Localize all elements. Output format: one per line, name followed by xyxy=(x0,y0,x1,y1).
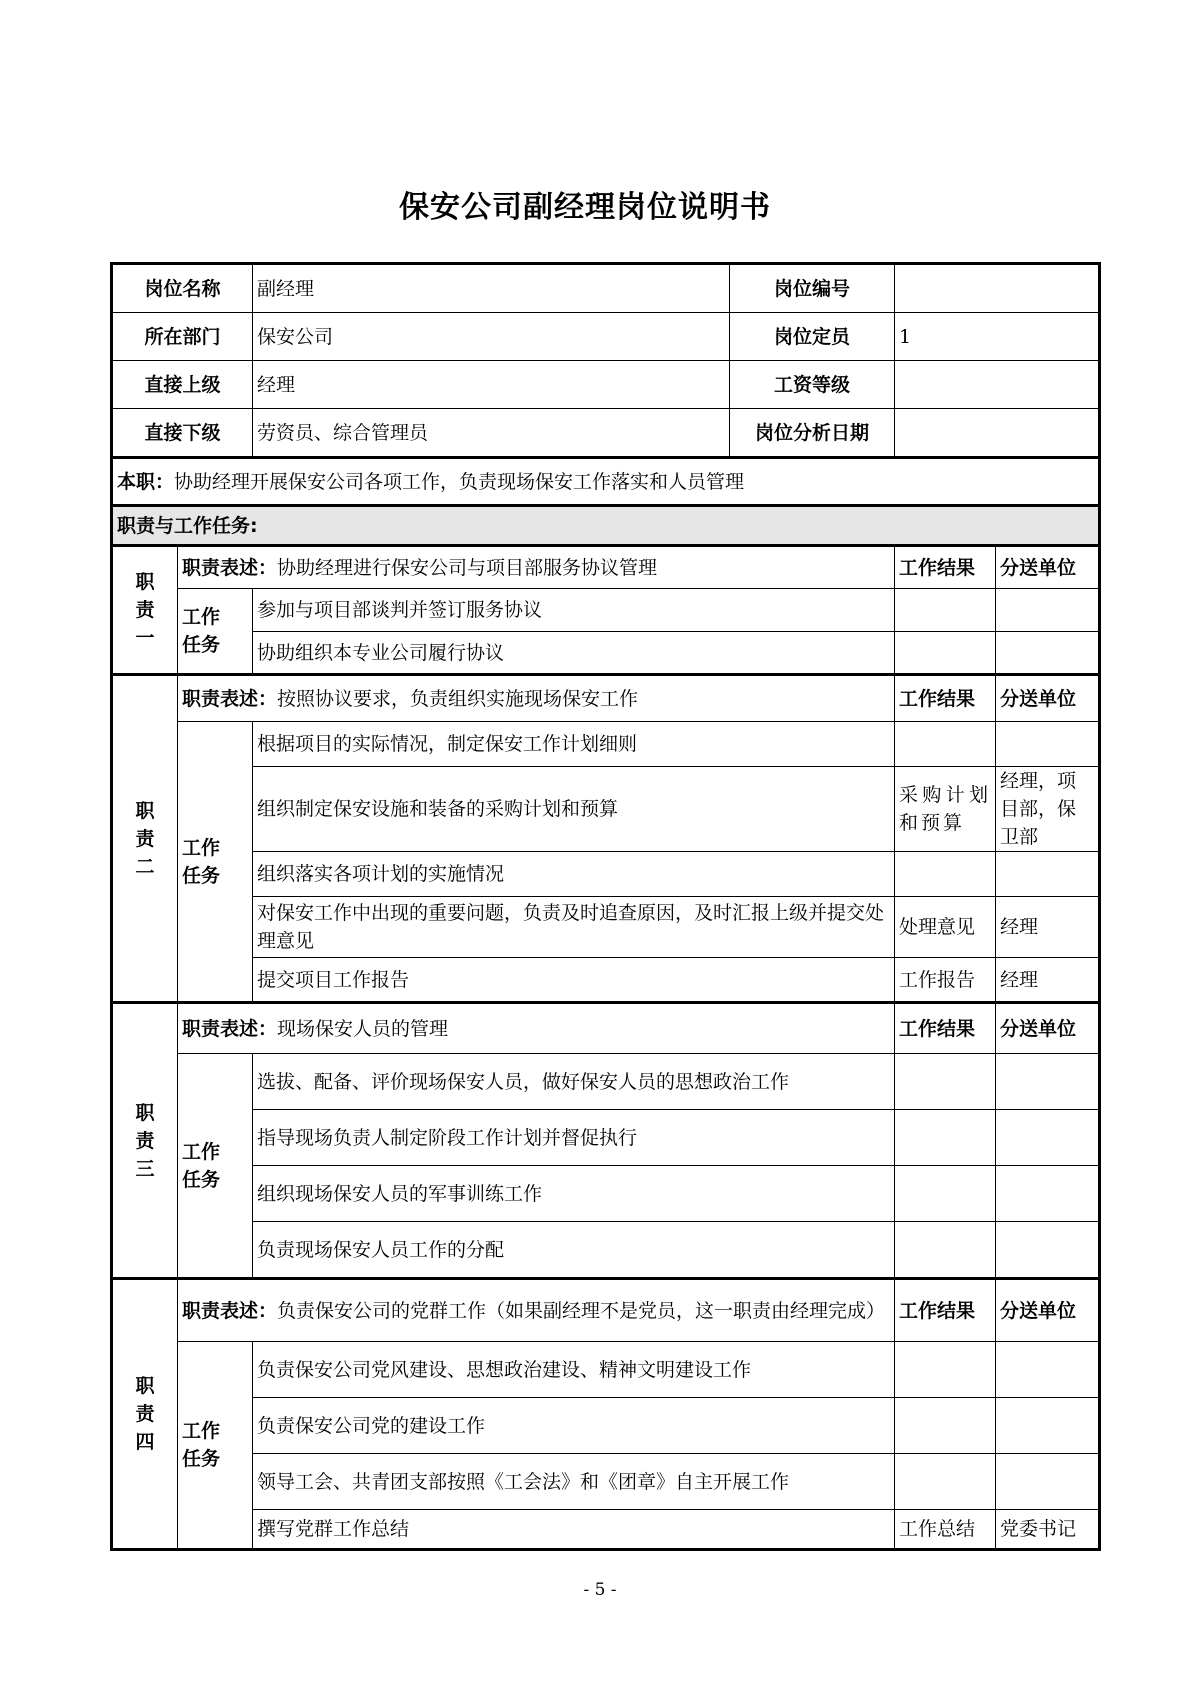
header-row-department xyxy=(112,313,1100,361)
task-row xyxy=(112,852,1100,897)
task-row xyxy=(112,1342,1100,1398)
task-row xyxy=(112,1054,1100,1110)
task-result: 工作报告 xyxy=(895,958,996,1003)
task-dist: 经理 xyxy=(996,897,1100,958)
task-row xyxy=(112,1454,1100,1510)
task-text: 根据项目的实际情况，制定保安工作计划细则 xyxy=(253,722,895,767)
header-label: 所在部门 xyxy=(112,313,253,361)
task-result xyxy=(895,1054,996,1110)
task-text: 组织现场保安人员的军事训练工作 xyxy=(253,1166,895,1222)
dist-header: 分送单位 xyxy=(996,1003,1100,1054)
duty-3-desc-row xyxy=(112,1003,1100,1054)
duty-1-desc-row xyxy=(112,546,1100,589)
task-text: 负责现场保安人员工作的分配 xyxy=(253,1222,895,1279)
task-result: 工作总结 xyxy=(895,1510,996,1550)
job-description-table xyxy=(110,262,1101,1551)
task-row xyxy=(112,1398,1100,1454)
task-dist xyxy=(996,1398,1100,1454)
task-result xyxy=(895,852,996,897)
task-row xyxy=(112,958,1100,1003)
page-number: - 5 - xyxy=(583,1580,617,1600)
task-dist xyxy=(996,632,1100,675)
header-value: 劳资员、综合管理员 xyxy=(253,409,730,458)
header-label: 岗位定员 xyxy=(730,313,895,361)
core-duty-row xyxy=(112,458,1100,506)
header-value xyxy=(895,264,1100,313)
core-duty-label: 本职： xyxy=(117,470,175,493)
duty-desc: 职责表述：按照协议要求，负责组织实施现场保安工作 xyxy=(178,675,895,722)
task-text: 指导现场负责人制定阶段工作计划并督促执行 xyxy=(253,1110,895,1166)
task-text: 选拔、配备、评价现场保安人员，做好保安人员的思想政治工作 xyxy=(253,1054,895,1110)
header-row-subordinate xyxy=(112,409,1100,458)
task-text: 负责保安公司党风建设、思想政治建设、精神文明建设工作 xyxy=(253,1342,895,1398)
task-row xyxy=(112,1510,1100,1550)
task-dist xyxy=(996,722,1100,767)
header-label: 直接下级 xyxy=(112,409,253,458)
task-dist xyxy=(996,852,1100,897)
task-text: 对保安工作中出现的重要问题，负责及时追查原因，及时汇报上级并提交处理意见 xyxy=(253,897,895,958)
page-title: 保安公司副经理岗位说明书 xyxy=(399,190,771,225)
header-value xyxy=(895,361,1100,409)
duty-desc: 职责表述：协助经理进行保安公司与项目部服务协议管理 xyxy=(178,546,895,589)
header-value xyxy=(895,409,1100,458)
task-text: 撰写党群工作总结 xyxy=(253,1510,895,1550)
task-label: 工作 任务 xyxy=(178,722,253,1003)
task-text: 领导工会、共青团支部按照《工会法》和《团章》自主开展工作 xyxy=(253,1454,895,1510)
task-text: 协助组织本专业公司履行协议 xyxy=(253,632,895,675)
task-text: 负责保安公司党的建设工作 xyxy=(253,1398,895,1454)
task-text: 组织落实各项计划的实施情况 xyxy=(253,852,895,897)
header-row-position-name xyxy=(112,264,1100,313)
core-duty xyxy=(112,458,1100,506)
duty-2-label: 职 责 二 xyxy=(112,675,178,1003)
dist-header: 分送单位 xyxy=(996,546,1100,589)
result-header: 工作结果 xyxy=(895,1279,996,1342)
task-row xyxy=(112,1222,1100,1279)
task-result: 处理意见 xyxy=(895,897,996,958)
task-dist: 经理，项目部，保卫部 xyxy=(996,767,1100,852)
duty-3-label: 职 责 三 xyxy=(112,1003,178,1279)
task-text: 提交项目工作报告 xyxy=(253,958,895,1003)
task-row xyxy=(112,589,1100,632)
core-duty-text: 协助经理开展保安公司各项工作，负责现场保安工作落实和人员管理 xyxy=(174,470,745,493)
dist-header: 分送单位 xyxy=(996,1279,1100,1342)
task-row xyxy=(112,1166,1100,1222)
task-dist xyxy=(996,1054,1100,1110)
header-value: 经理 xyxy=(253,361,730,409)
duty-desc: 职责表述：现场保安人员的管理 xyxy=(178,1003,895,1054)
header-label: 岗位分析日期 xyxy=(730,409,895,458)
task-dist xyxy=(996,1454,1100,1510)
task-result xyxy=(895,722,996,767)
task-row xyxy=(112,767,1100,852)
header-value: 1 xyxy=(895,313,1100,361)
task-dist xyxy=(996,589,1100,632)
task-label: 工作 任务 xyxy=(178,589,253,675)
duty-4-desc-row xyxy=(112,1279,1100,1342)
section-title-row xyxy=(112,506,1100,546)
task-row xyxy=(112,632,1100,675)
duty-1-label: 职 责 一 xyxy=(112,546,178,675)
task-dist: 党委书记 xyxy=(996,1510,1100,1550)
task-dist: 经理 xyxy=(996,958,1100,1003)
header-value: 保安公司 xyxy=(253,313,730,361)
header-row-superior xyxy=(112,361,1100,409)
task-dist xyxy=(996,1110,1100,1166)
header-label: 直接上级 xyxy=(112,361,253,409)
header-label: 工资等级 xyxy=(730,361,895,409)
task-row xyxy=(112,1110,1100,1166)
task-result xyxy=(895,1166,996,1222)
header-label: 岗位名称 xyxy=(112,264,253,313)
duty-4-label: 职 责 四 xyxy=(112,1279,178,1550)
result-header: 工作结果 xyxy=(895,675,996,722)
task-row xyxy=(112,897,1100,958)
task-text: 参加与项目部谈判并签订服务协议 xyxy=(253,589,895,632)
task-result xyxy=(895,589,996,632)
section-title: 职责与工作任务: xyxy=(112,506,1100,546)
task-result: 采购计划和预算 xyxy=(895,767,996,852)
task-result xyxy=(895,1398,996,1454)
task-result xyxy=(895,1222,996,1279)
duty-2-desc-row xyxy=(112,675,1100,722)
task-dist xyxy=(996,1166,1100,1222)
task-dist xyxy=(996,1222,1100,1279)
header-value: 副经理 xyxy=(253,264,730,313)
dist-header: 分送单位 xyxy=(996,675,1100,722)
task-result xyxy=(895,632,996,675)
task-text: 组织制定保安设施和装备的采购计划和预算 xyxy=(253,767,895,852)
duty-desc: 职责表述：负责保安公司的党群工作（如果副经理不是党员，这一职责由经理完成） xyxy=(178,1279,895,1342)
header-label: 岗位编号 xyxy=(730,264,895,313)
result-header: 工作结果 xyxy=(895,546,996,589)
task-label: 工作 任务 xyxy=(178,1342,253,1550)
task-label: 工作 任务 xyxy=(178,1054,253,1279)
task-result xyxy=(895,1454,996,1510)
task-result xyxy=(895,1342,996,1398)
task-row xyxy=(112,722,1100,767)
result-header: 工作结果 xyxy=(895,1003,996,1054)
task-result xyxy=(895,1110,996,1166)
task-dist xyxy=(996,1342,1100,1398)
